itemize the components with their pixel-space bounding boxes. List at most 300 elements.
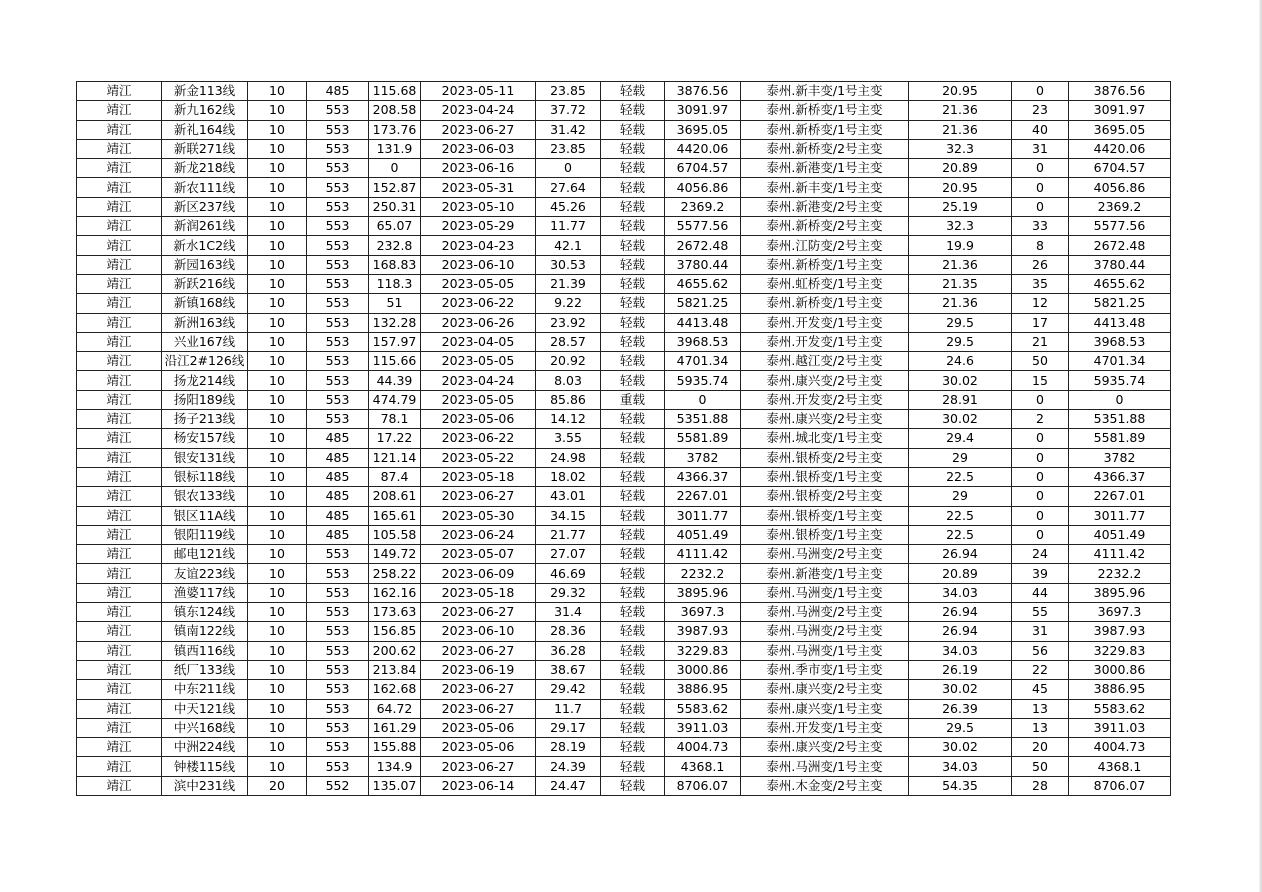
cell-available-capacity: 4051.49 (665, 525, 741, 544)
cell-county: 靖江 (77, 487, 162, 506)
cell-county: 靖江 (77, 139, 162, 158)
cell-transformer-load-rate: 32.3 (909, 139, 1012, 158)
cell-load: 208.58 (369, 101, 421, 120)
cell-transformer: 泰州.康兴变/2号主变 (741, 680, 909, 699)
cell-load-rate: 30.53 (536, 255, 601, 274)
cell-available-capacity: 0 (665, 390, 741, 409)
cell-voltage: 10 (248, 467, 307, 486)
cell-county: 靖江 (77, 352, 162, 371)
cell-voltage: 10 (248, 236, 307, 255)
table-row (77, 236, 1171, 255)
cell-load-status: 轻载 (601, 583, 665, 602)
cell-load: 0 (369, 159, 421, 178)
cell-transformer-load-rate: 34.03 (909, 757, 1012, 776)
cell-line-name: 杨安157线 (162, 429, 248, 448)
cell-load-status: 轻载 (601, 506, 665, 525)
cell-load: 232.8 (369, 236, 421, 255)
cell-load: 173.76 (369, 120, 421, 139)
cell-transformer-load-rate: 21.36 (909, 101, 1012, 120)
cell-load-status: 轻载 (601, 255, 665, 274)
cell-count: 0 (1012, 525, 1069, 544)
cell-capacity: 485 (307, 506, 369, 525)
cell-date: 2023-06-10 (421, 255, 536, 274)
table-row (77, 139, 1171, 158)
cell-count: 0 (1012, 448, 1069, 467)
cell-count: 50 (1012, 352, 1069, 371)
cell-voltage: 10 (248, 641, 307, 660)
cell-load: 173.63 (369, 603, 421, 622)
cell-load-status: 轻载 (601, 545, 665, 564)
cell-count: 0 (1012, 82, 1069, 101)
cell-available-capacity: 4420.06 (665, 139, 741, 158)
cell-load-status: 轻载 (601, 660, 665, 679)
cell-margin: 3968.53 (1069, 332, 1171, 351)
cell-date: 2023-04-05 (421, 332, 536, 351)
cell-transformer-load-rate: 26.39 (909, 699, 1012, 718)
cell-county: 靖江 (77, 178, 162, 197)
cell-county: 靖江 (77, 255, 162, 274)
cell-margin: 3000.86 (1069, 660, 1171, 679)
cell-load-status: 轻载 (601, 120, 665, 139)
cell-load-rate: 31.4 (536, 603, 601, 622)
cell-voltage: 10 (248, 583, 307, 602)
cell-load-rate: 24.39 (536, 757, 601, 776)
cell-transformer-load-rate: 29 (909, 487, 1012, 506)
cell-load: 44.39 (369, 371, 421, 390)
cell-transformer: 泰州.马洲变/2号主变 (741, 603, 909, 622)
cell-load: 135.07 (369, 776, 421, 795)
cell-voltage: 10 (248, 622, 307, 641)
cell-margin: 4368.1 (1069, 757, 1171, 776)
cell-date: 2023-06-22 (421, 294, 536, 313)
cell-transformer: 泰州.木金变/2号主变 (741, 776, 909, 795)
cell-count: 13 (1012, 699, 1069, 718)
cell-county: 靖江 (77, 622, 162, 641)
cell-county: 靖江 (77, 641, 162, 660)
cell-capacity: 553 (307, 545, 369, 564)
cell-line-name: 镇南122线 (162, 622, 248, 641)
cell-date: 2023-05-07 (421, 545, 536, 564)
cell-date: 2023-05-10 (421, 197, 536, 216)
table-row (77, 545, 1171, 564)
table-row (77, 294, 1171, 313)
cell-capacity: 553 (307, 371, 369, 390)
cell-transformer-load-rate: 22.5 (909, 506, 1012, 525)
cell-load: 474.79 (369, 390, 421, 409)
cell-margin: 4056.86 (1069, 178, 1171, 197)
cell-date: 2023-06-27 (421, 699, 536, 718)
cell-voltage: 10 (248, 525, 307, 544)
cell-transformer-load-rate: 30.02 (909, 738, 1012, 757)
cell-load: 200.62 (369, 641, 421, 660)
cell-load-rate: 38.67 (536, 660, 601, 679)
cell-county: 靖江 (77, 236, 162, 255)
cell-margin: 5351.88 (1069, 410, 1171, 429)
cell-capacity: 553 (307, 139, 369, 158)
cell-transformer-load-rate: 28.91 (909, 390, 1012, 409)
cell-margin: 3987.93 (1069, 622, 1171, 641)
cell-county: 靖江 (77, 660, 162, 679)
cell-margin: 3782 (1069, 448, 1171, 467)
cell-available-capacity: 5583.62 (665, 699, 741, 718)
cell-capacity: 553 (307, 680, 369, 699)
table-row (77, 660, 1171, 679)
cell-transformer: 泰州.新丰变/1号主变 (741, 82, 909, 101)
cell-margin: 3091.97 (1069, 101, 1171, 120)
cell-load-rate: 23.85 (536, 82, 601, 101)
cell-load: 17.22 (369, 429, 421, 448)
cell-line-name: 扬龙214线 (162, 371, 248, 390)
cell-available-capacity: 5581.89 (665, 429, 741, 448)
cell-voltage: 10 (248, 506, 307, 525)
cell-county: 靖江 (77, 467, 162, 486)
cell-transformer: 泰州.新港变/1号主变 (741, 564, 909, 583)
cell-load: 213.84 (369, 660, 421, 679)
cell-margin: 3697.3 (1069, 603, 1171, 622)
cell-available-capacity: 3987.93 (665, 622, 741, 641)
cell-load-status: 轻载 (601, 217, 665, 236)
cell-date: 2023-06-26 (421, 313, 536, 332)
cell-count: 20 (1012, 738, 1069, 757)
cell-line-name: 沿江2#126线 (162, 352, 248, 371)
cell-transformer: 泰州.康兴变/2号主变 (741, 410, 909, 429)
cell-load-status: 轻载 (601, 603, 665, 622)
cell-transformer-load-rate: 21.36 (909, 120, 1012, 139)
cell-margin: 3886.95 (1069, 680, 1171, 699)
table-row (77, 429, 1171, 448)
cell-capacity: 553 (307, 274, 369, 293)
table-row (77, 197, 1171, 216)
cell-margin: 3011.77 (1069, 506, 1171, 525)
cell-line-name: 中天121线 (162, 699, 248, 718)
cell-transformer: 泰州.新丰变/1号主变 (741, 178, 909, 197)
cell-line-name: 纸厂133线 (162, 660, 248, 679)
cell-voltage: 10 (248, 120, 307, 139)
cell-margin: 3780.44 (1069, 255, 1171, 274)
cell-transformer-load-rate: 29.5 (909, 718, 1012, 737)
table-row (77, 641, 1171, 660)
cell-load-status: 轻载 (601, 564, 665, 583)
cell-voltage: 10 (248, 82, 307, 101)
cell-voltage: 10 (248, 429, 307, 448)
cell-county: 靖江 (77, 390, 162, 409)
cell-load: 105.58 (369, 525, 421, 544)
cell-load-rate: 28.57 (536, 332, 601, 351)
cell-load: 134.9 (369, 757, 421, 776)
cell-load: 149.72 (369, 545, 421, 564)
cell-margin: 4701.34 (1069, 352, 1171, 371)
cell-line-name: 新区237线 (162, 197, 248, 216)
cell-load-status: 轻载 (601, 448, 665, 467)
cell-margin: 4655.62 (1069, 274, 1171, 293)
cell-capacity: 485 (307, 429, 369, 448)
cell-count: 56 (1012, 641, 1069, 660)
cell-transformer: 泰州.马洲变/1号主变 (741, 641, 909, 660)
cell-margin: 4111.42 (1069, 545, 1171, 564)
cell-margin: 3695.05 (1069, 120, 1171, 139)
cell-load: 131.9 (369, 139, 421, 158)
table-row (77, 776, 1171, 795)
cell-count: 33 (1012, 217, 1069, 236)
cell-county: 靖江 (77, 429, 162, 448)
cell-load: 168.83 (369, 255, 421, 274)
cell-county: 靖江 (77, 294, 162, 313)
cell-transformer: 泰州.开发变/1号主变 (741, 718, 909, 737)
cell-line-name: 新九162线 (162, 101, 248, 120)
cell-load: 78.1 (369, 410, 421, 429)
cell-count: 35 (1012, 274, 1069, 293)
cell-load-rate: 21.77 (536, 525, 601, 544)
cell-load-rate: 3.55 (536, 429, 601, 448)
cell-available-capacity: 3697.3 (665, 603, 741, 622)
cell-margin: 0 (1069, 390, 1171, 409)
cell-voltage: 10 (248, 371, 307, 390)
cell-line-name: 中兴168线 (162, 718, 248, 737)
cell-margin: 4051.49 (1069, 525, 1171, 544)
cell-load: 87.4 (369, 467, 421, 486)
cell-count: 15 (1012, 371, 1069, 390)
cell-transformer-load-rate: 25.19 (909, 197, 1012, 216)
cell-capacity: 485 (307, 448, 369, 467)
cell-available-capacity: 3876.56 (665, 82, 741, 101)
cell-available-capacity: 4366.37 (665, 467, 741, 486)
cell-voltage: 10 (248, 487, 307, 506)
cell-available-capacity: 3780.44 (665, 255, 741, 274)
cell-voltage: 10 (248, 680, 307, 699)
cell-line-name: 钟楼115线 (162, 757, 248, 776)
cell-load-rate: 24.47 (536, 776, 601, 795)
cell-load-status: 轻载 (601, 641, 665, 660)
cell-capacity: 553 (307, 699, 369, 718)
cell-count: 22 (1012, 660, 1069, 679)
table-row (77, 159, 1171, 178)
cell-line-name: 新园163线 (162, 255, 248, 274)
cell-count: 0 (1012, 429, 1069, 448)
cell-transformer-load-rate: 21.36 (909, 294, 1012, 313)
cell-load-status: 轻载 (601, 159, 665, 178)
cell-load: 161.29 (369, 718, 421, 737)
cell-transformer-load-rate: 22.5 (909, 467, 1012, 486)
cell-county: 靖江 (77, 448, 162, 467)
cell-transformer-load-rate: 20.89 (909, 159, 1012, 178)
cell-date: 2023-06-03 (421, 139, 536, 158)
table-row (77, 410, 1171, 429)
cell-load-rate: 46.69 (536, 564, 601, 583)
cell-load-status: 轻载 (601, 332, 665, 351)
table-row (77, 120, 1171, 139)
cell-capacity: 552 (307, 776, 369, 795)
cell-date: 2023-04-23 (421, 236, 536, 255)
cell-date: 2023-06-19 (421, 660, 536, 679)
cell-load: 115.68 (369, 82, 421, 101)
cell-transformer: 泰州.虹桥变/1号主变 (741, 274, 909, 293)
cell-load: 250.31 (369, 197, 421, 216)
cell-date: 2023-05-18 (421, 467, 536, 486)
cell-load-rate: 29.17 (536, 718, 601, 737)
cell-transformer-load-rate: 30.02 (909, 410, 1012, 429)
cell-load-status: 轻载 (601, 622, 665, 641)
cell-load-rate: 27.07 (536, 545, 601, 564)
cell-transformer-load-rate: 29.5 (909, 332, 1012, 351)
cell-county: 靖江 (77, 274, 162, 293)
cell-transformer-load-rate: 30.02 (909, 680, 1012, 699)
cell-load: 162.16 (369, 583, 421, 602)
cell-load: 51 (369, 294, 421, 313)
cell-capacity: 553 (307, 564, 369, 583)
table-row (77, 738, 1171, 757)
cell-line-name: 扬阳189线 (162, 390, 248, 409)
cell-count: 13 (1012, 718, 1069, 737)
cell-county: 靖江 (77, 197, 162, 216)
cell-date: 2023-05-05 (421, 274, 536, 293)
cell-load-status: 轻载 (601, 776, 665, 795)
cell-capacity: 553 (307, 622, 369, 641)
cell-load-rate: 43.01 (536, 487, 601, 506)
table-row (77, 178, 1171, 197)
cell-line-name: 扬子213线 (162, 410, 248, 429)
cell-line-name: 中洲224线 (162, 738, 248, 757)
cell-capacity: 553 (307, 603, 369, 622)
cell-transformer: 泰州.银桥变/2号主变 (741, 487, 909, 506)
cell-capacity: 553 (307, 178, 369, 197)
cell-load-rate: 29.32 (536, 583, 601, 602)
cell-capacity: 485 (307, 82, 369, 101)
cell-load: 258.22 (369, 564, 421, 583)
cell-transformer: 泰州.越江变/2号主变 (741, 352, 909, 371)
cell-available-capacity: 3091.97 (665, 101, 741, 120)
cell-transformer-load-rate: 26.94 (909, 622, 1012, 641)
table-row (77, 448, 1171, 467)
cell-county: 靖江 (77, 603, 162, 622)
cell-line-name: 新联271线 (162, 139, 248, 158)
cell-count: 0 (1012, 197, 1069, 216)
cell-capacity: 553 (307, 660, 369, 679)
cell-count: 0 (1012, 467, 1069, 486)
cell-available-capacity: 3695.05 (665, 120, 741, 139)
cell-available-capacity: 2369.2 (665, 197, 741, 216)
cell-transformer-load-rate: 26.94 (909, 603, 1012, 622)
cell-transformer: 泰州.银桥变/1号主变 (741, 525, 909, 544)
cell-line-name: 新水1C2线 (162, 236, 248, 255)
cell-capacity: 553 (307, 352, 369, 371)
cell-county: 靖江 (77, 564, 162, 583)
cell-capacity: 553 (307, 641, 369, 660)
cell-date: 2023-06-24 (421, 525, 536, 544)
cell-count: 0 (1012, 390, 1069, 409)
cell-date: 2023-05-11 (421, 82, 536, 101)
cell-capacity: 553 (307, 159, 369, 178)
cell-margin: 2369.2 (1069, 197, 1171, 216)
cell-available-capacity: 4368.1 (665, 757, 741, 776)
cell-line-name: 兴业167线 (162, 332, 248, 351)
cell-available-capacity: 4004.73 (665, 738, 741, 757)
cell-load-status: 轻载 (601, 274, 665, 293)
cell-line-name: 新金113线 (162, 82, 248, 101)
cell-voltage: 10 (248, 313, 307, 332)
cell-capacity: 553 (307, 120, 369, 139)
table-row (77, 583, 1171, 602)
cell-transformer-load-rate: 29 (909, 448, 1012, 467)
cell-date: 2023-06-27 (421, 120, 536, 139)
cell-count: 55 (1012, 603, 1069, 622)
cell-margin: 5821.25 (1069, 294, 1171, 313)
cell-load-rate: 34.15 (536, 506, 601, 525)
cell-capacity: 553 (307, 197, 369, 216)
table-row (77, 255, 1171, 274)
cell-line-name: 新农111线 (162, 178, 248, 197)
cell-count: 0 (1012, 487, 1069, 506)
cell-load-status: 轻载 (601, 236, 665, 255)
cell-available-capacity: 5821.25 (665, 294, 741, 313)
cell-available-capacity: 3782 (665, 448, 741, 467)
cell-load-status: 轻载 (601, 525, 665, 544)
cell-transformer-load-rate: 29.5 (909, 313, 1012, 332)
cell-margin: 2267.01 (1069, 487, 1171, 506)
cell-capacity: 485 (307, 467, 369, 486)
cell-load-status: 轻载 (601, 410, 665, 429)
cell-capacity: 553 (307, 101, 369, 120)
cell-count: 21 (1012, 332, 1069, 351)
cell-voltage: 10 (248, 139, 307, 158)
cell-county: 靖江 (77, 776, 162, 795)
cell-transformer-load-rate: 20.95 (909, 178, 1012, 197)
cell-available-capacity: 4413.48 (665, 313, 741, 332)
cell-transformer-load-rate: 29.4 (909, 429, 1012, 448)
cell-capacity: 553 (307, 255, 369, 274)
cell-transformer: 泰州.开发变/2号主变 (741, 390, 909, 409)
cell-date: 2023-06-27 (421, 680, 536, 699)
cell-load-rate: 20.92 (536, 352, 601, 371)
cell-voltage: 10 (248, 274, 307, 293)
cell-count: 50 (1012, 757, 1069, 776)
cell-load: 132.28 (369, 313, 421, 332)
cell-date: 2023-05-30 (421, 506, 536, 525)
table-row (77, 506, 1171, 525)
cell-date: 2023-05-22 (421, 448, 536, 467)
cell-transformer-load-rate: 34.03 (909, 641, 1012, 660)
table-row (77, 274, 1171, 293)
cell-count: 45 (1012, 680, 1069, 699)
cell-county: 靖江 (77, 545, 162, 564)
cell-load: 208.61 (369, 487, 421, 506)
table-row (77, 332, 1171, 351)
cell-county: 靖江 (77, 313, 162, 332)
cell-transformer: 泰州.开发变/1号主变 (741, 332, 909, 351)
cell-date: 2023-05-18 (421, 583, 536, 602)
cell-county: 靖江 (77, 371, 162, 390)
cell-voltage: 10 (248, 159, 307, 178)
cell-line-name: 渔婆117线 (162, 583, 248, 602)
cell-capacity: 553 (307, 583, 369, 602)
cell-count: 2 (1012, 410, 1069, 429)
cell-transformer: 泰州.康兴变/2号主变 (741, 738, 909, 757)
table-row (77, 718, 1171, 737)
cell-load-status: 轻载 (601, 313, 665, 332)
cell-date: 2023-05-06 (421, 718, 536, 737)
cell-load-status: 轻载 (601, 352, 665, 371)
cell-available-capacity: 3911.03 (665, 718, 741, 737)
cell-capacity: 485 (307, 487, 369, 506)
cell-load-status: 轻载 (601, 139, 665, 158)
cell-margin: 3911.03 (1069, 718, 1171, 737)
cell-count: 0 (1012, 178, 1069, 197)
cell-available-capacity: 3229.83 (665, 641, 741, 660)
cell-available-capacity: 3011.77 (665, 506, 741, 525)
cell-load-rate: 37.72 (536, 101, 601, 120)
table-body (77, 82, 1171, 796)
cell-county: 靖江 (77, 120, 162, 139)
cell-date: 2023-06-27 (421, 641, 536, 660)
